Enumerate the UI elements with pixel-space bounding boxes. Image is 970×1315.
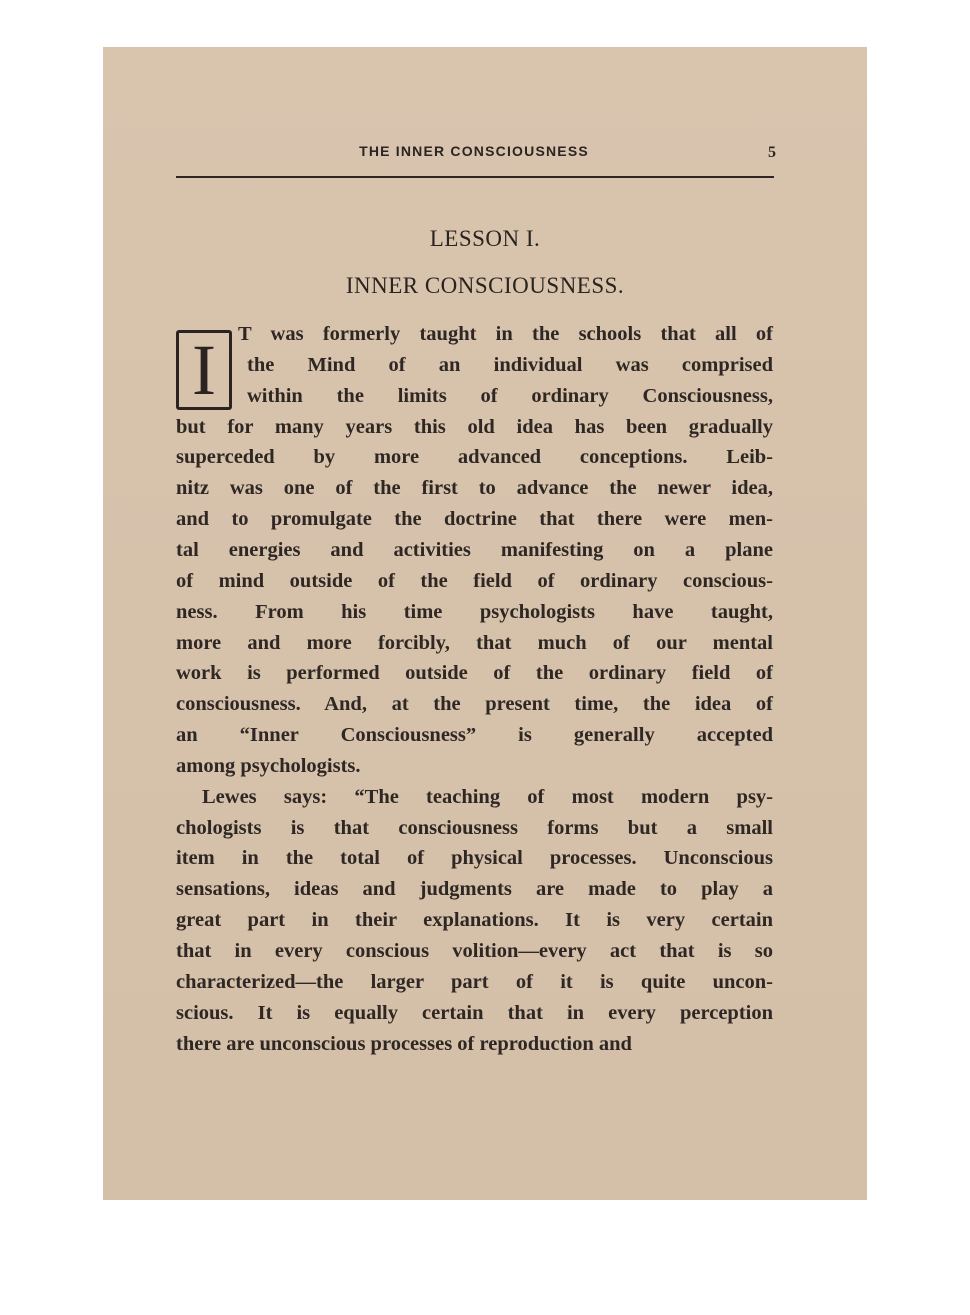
chapter-title: INNER CONSCIOUSNESS. bbox=[345, 273, 625, 298]
text-line: characterized—the larger part of it is quite uncon- bbox=[176, 970, 773, 993]
text-line: the Mind of an individual was comprised bbox=[247, 353, 773, 376]
text-line: superceded by more advanced conceptions. Leib- bbox=[176, 446, 773, 469]
text-line: item in the total of physical processes. Unconscious bbox=[176, 847, 773, 870]
text-line: great part in their explanations. It is very certain bbox=[176, 909, 773, 932]
text-line: chologists is that consciousness forms but a small bbox=[176, 816, 773, 839]
text-line: Lewes says: “The teaching of most modern psy- bbox=[202, 785, 773, 808]
text-line: an “Inner Consciousness” is generally accepted bbox=[176, 724, 773, 747]
drop-cap: I bbox=[176, 330, 232, 410]
text-line: nitz was one of the first to advance the newer idea, bbox=[176, 477, 773, 500]
text-line: T was formerly taught in the schools that all of bbox=[238, 323, 773, 345]
text-line: and to promulgate the doctrine that there were men- bbox=[176, 508, 773, 531]
text-line: tal energies and activities manifesting on a plane bbox=[176, 538, 773, 561]
lesson-title: LESSON I. bbox=[429, 226, 541, 251]
text-line: within the limits of ordinary Consciousness, bbox=[247, 384, 773, 407]
text-line: scious. It is equally certain that in every perception bbox=[176, 1001, 773, 1024]
text-line: but for many years this old idea has been gradually bbox=[176, 415, 773, 438]
text-line: sensations, ideas and judgments are made to play a bbox=[176, 878, 773, 901]
text-line: of mind outside of the field of ordinary conscious- bbox=[176, 569, 773, 592]
text-line: consciousness. And, at the present time, the idea of bbox=[176, 693, 773, 716]
text-line: more and more forcibly, that much of our mental bbox=[176, 631, 773, 654]
text-line: ness. From his time psychologists have taught, bbox=[176, 600, 773, 623]
page-number: 5 bbox=[768, 144, 776, 161]
text-line: that in every conscious volition—every act that is so bbox=[176, 940, 773, 962]
text-line: among psychologists. bbox=[176, 754, 361, 777]
header-rule bbox=[176, 176, 774, 178]
text-line: there are unconscious processes of reproduction and bbox=[176, 1032, 632, 1055]
text-line: work is performed outside of the ordinary field of bbox=[176, 662, 773, 685]
running-header-title: THE INNER CONSCIOUSNESS bbox=[359, 143, 589, 159]
running-header bbox=[176, 143, 776, 167]
